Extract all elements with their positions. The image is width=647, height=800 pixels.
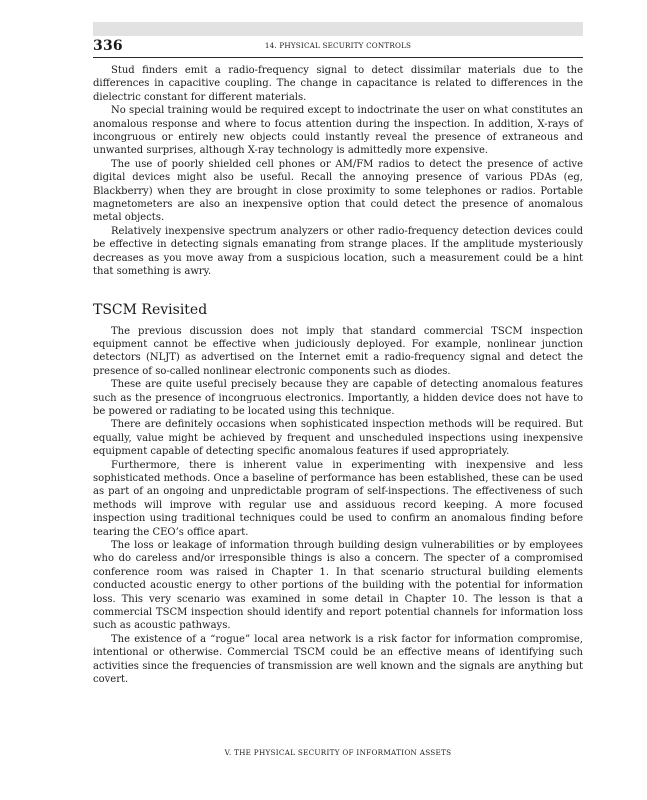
page-number: 336 [93, 38, 123, 54]
paragraph: The existence of a “rogue” local area network is a risk factor for information compromise, intentional or otherwise. Commercial TSCM could be an effective means of identifying such activities since the frequencies of transmission are well known and the signals are anything but covert. [93, 633, 583, 686]
paragraph: The previous discussion does not imply that standard commercial TSCM inspection equipment cannot be effective when judiciously deployed. For example, nonlinear junction detectors (NLJT) as advertised on the Internet emit a radio-frequency signal and detect the presence of so-called nonlinear electronic components such as diodes. [93, 325, 583, 377]
paragraph: These are quite useful precisely because they are capable of detecting anomalous features such as the presence of incongruous electronics. Importantly, a hidden device does not have to be powered or radiating to be located using this technique. [93, 379, 583, 417]
paragraph: The loss or leakage of information through building design vulnerabilities or by employees who do careless and/or irresponsible things is also a concern. The specter of a compromised conference room was raised in Chapter 1. In that scenario structural building elements conducted acoustic energy to other portions of the building with the potential for information loss. This very scenario was examined in some detail in Chapter 10. The lesson is that a commercial TSCM inspection should identify and report potential channels for information loss such as acoustic pathways. [93, 540, 583, 632]
paragraph: Stud finders emit a radio-frequency signal to detect dissimilar materials due to the differences in capacitive coupling. The change in capacitance is related to differences in the dielectric constant for different materials. [93, 65, 583, 103]
section-heading: TSCM Revisited [93, 301, 208, 318]
paragraph: No special training would be required except to indoctrinate the user on what constitutes an anomalous response and where to focus attention during the inspection. In addition, X-rays of incongruous or entirely new objects could instantly reveal the presence of extraneous and unwanted surprises, although X-ray technology is admittedly more expensive. [93, 105, 583, 157]
paragraph: Furthermore, there is inherent value in experimenting with inexpensive and less sophisticated methods. Once a baseline of performance has been established, these can be used as part of an ongoing and unpredictable program of self-inspections. The effectiveness of such methods will improve with regular use and assiduous record keeping. A more focused inspection using traditional techniques could be used to confirm an anomalous finding before tearing the CEO’s office apart. [93, 459, 583, 538]
page-footer: V. THE PHYSICAL SECURITY OF INFORMATION ASSETS [224, 748, 452, 757]
header-rule [93, 57, 583, 58]
body-text [93, 64, 583, 686]
page-header [93, 38, 583, 56]
running-head: 14. PHYSICAL SECURITY CONTROLS [264, 41, 412, 50]
paragraph: Relatively inexpensive spectrum analyzers or other radio-frequency detection devices could be effective in detecting signals emanating from strange places. If the amplitude mysteriously decreases as you move away from a suspicious location, such a measurement could be a hint that something is awry. [93, 225, 583, 278]
header-band [93, 22, 583, 36]
paragraph: There are definitely occasions when sophisticated inspection methods will be required. But equally, value might be achieved by frequent and unscheduled inspections using inexpensive equipment capable of detecting specific anomalous features if used appropriately. [93, 419, 583, 458]
paragraph: The use of poorly shielded cell phones or AM/FM radios to detect the presence of active digital devices might also be useful. Recall the annoying presence of various PDAs (eg, Blackberry) when they are brought in close proximity to some telephones or radios. Portable magnetometers are also an inexpensive option that could detect the presence of anomalous metal objects. [93, 158, 583, 224]
